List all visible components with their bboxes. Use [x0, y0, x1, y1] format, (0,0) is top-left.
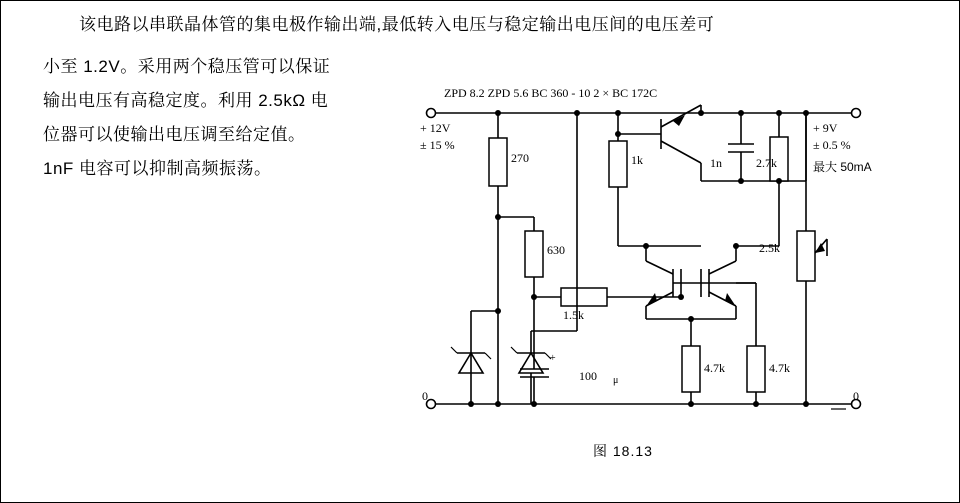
- output-voltage-label: + 9V: [813, 121, 838, 135]
- r-2k5-label: 2.5k: [759, 241, 780, 255]
- output-current-label: 最大 50mA: [813, 160, 872, 174]
- r-2k7-label: 2.7k: [756, 156, 777, 170]
- c-100u-label: 100: [579, 369, 597, 383]
- figure-caption: 图 18.13: [593, 443, 653, 459]
- r-1k-label: 1k: [631, 153, 643, 167]
- output-ground-label: 0: [853, 389, 859, 403]
- r-4k7-b-label: 4.7k: [769, 361, 790, 375]
- circuit-schematic: [1, 1, 960, 503]
- input-voltage-label: + 12V: [420, 121, 451, 135]
- input-tolerance-label: ± 15 %: [420, 138, 455, 152]
- paragraph-line-5: 1nF 电容可以抑制高频振荡。: [43, 159, 272, 178]
- c-polarity-label: +: [550, 353, 556, 364]
- r-1k5-label: 1.5k: [563, 308, 584, 322]
- c-100u-unit-label: μ: [613, 375, 619, 386]
- r-630-label: 630: [547, 243, 565, 257]
- paragraph-line-4: 位器可以使输出电压调至给定值。: [43, 125, 306, 144]
- paragraph-line-3: 输出电压有高稳定度。利用 2.5kΩ 电: [43, 91, 329, 110]
- r-4k7-a-label: 4.7k: [704, 361, 725, 375]
- input-ground-label: 0: [422, 389, 428, 403]
- paragraph-line-2: 小至 1.2V。采用两个稳压管可以保证: [43, 57, 331, 76]
- c-1n-label: 1n: [710, 156, 722, 170]
- r-270-label: 270: [511, 151, 529, 165]
- paragraph-line-1: 该电路以串联晶体管的集电极作输出端,最低转入电压与稳定输出电压间的电压差可: [79, 15, 715, 34]
- schematic-title: ZPD 8.2 ZPD 5.6 BC 360 - 10 2 × BC 172C: [444, 86, 658, 100]
- output-tolerance-label: ± 0.5 %: [813, 138, 851, 152]
